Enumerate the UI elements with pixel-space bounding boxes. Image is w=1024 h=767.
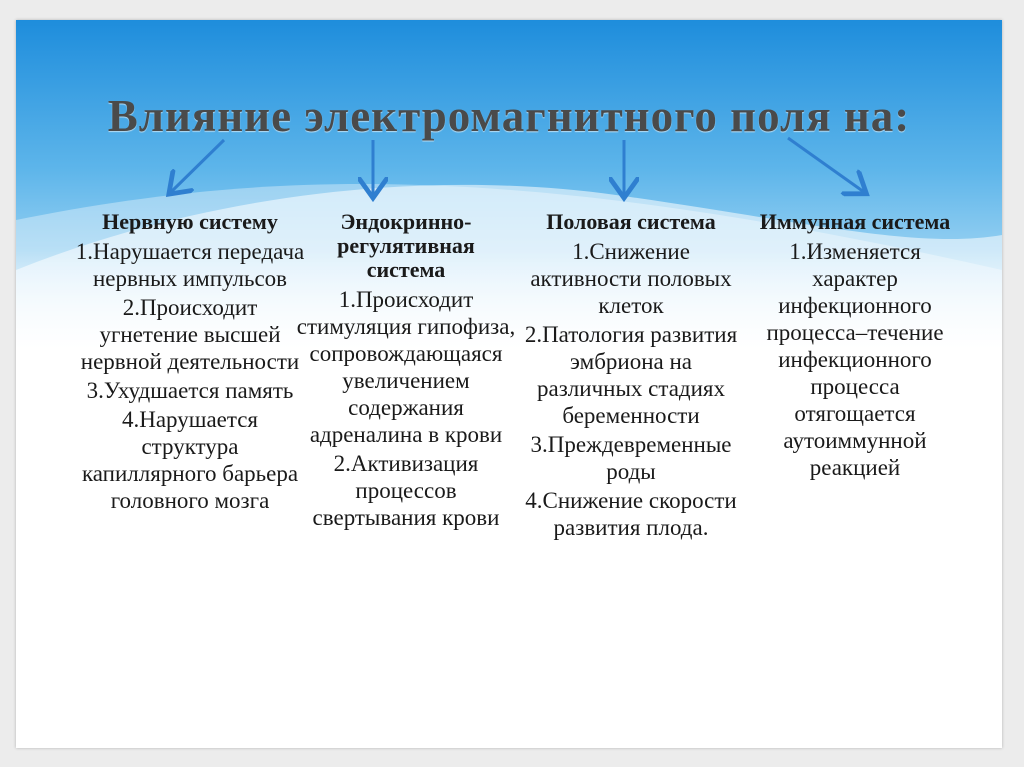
list-item: 3.Преждевременные роды — [530, 432, 732, 484]
list-item: 1.Изменяется характер инфекционного процесса–течение инфекционного процесса отягощается аутоиммунной реакцией — [766, 239, 944, 480]
column-sexual-system — [518, 210, 744, 543]
list-item: 1.Нарушается передача нервных импульсов — [75, 239, 305, 291]
arrow-nervous — [171, 140, 224, 192]
list-item: 4.Снижение скорости развития плода. — [525, 488, 737, 540]
column-heading: Нервную систему — [102, 209, 278, 234]
list-item: 2.Происходит угнетение высшей нервной деятельности — [80, 295, 300, 374]
arrow-immune — [788, 138, 864, 192]
column-heading: Иммунная система — [759, 209, 951, 234]
list-item: 1.Происходит стимуляция гипофиза, сопровождающаяся увеличением содержания адреналина в крови — [296, 287, 516, 447]
column-nervous-system — [74, 210, 306, 516]
list-item: 4.Нарушается структура капиллярного барьера головного мозга — [81, 407, 299, 513]
slide-title: Влияние электромагнитного поля на: — [107, 91, 911, 141]
column-endocrine-system — [296, 210, 516, 533]
list-item: 2.Активизация процессов свертывания крови — [312, 451, 500, 530]
column-heading: Половая система — [546, 209, 716, 234]
list-item: 3.Ухудшается память — [86, 378, 294, 403]
column-immune-system — [751, 210, 959, 483]
arrows — [16, 20, 1002, 230]
slide — [16, 20, 1002, 748]
column-heading: Эндокринно-регулятивная система — [337, 209, 475, 282]
list-item: 1.Снижение активности половых клеток — [530, 239, 732, 318]
list-item: 2.Патология развития эмбриона на различных стадиях беременности — [524, 322, 738, 428]
